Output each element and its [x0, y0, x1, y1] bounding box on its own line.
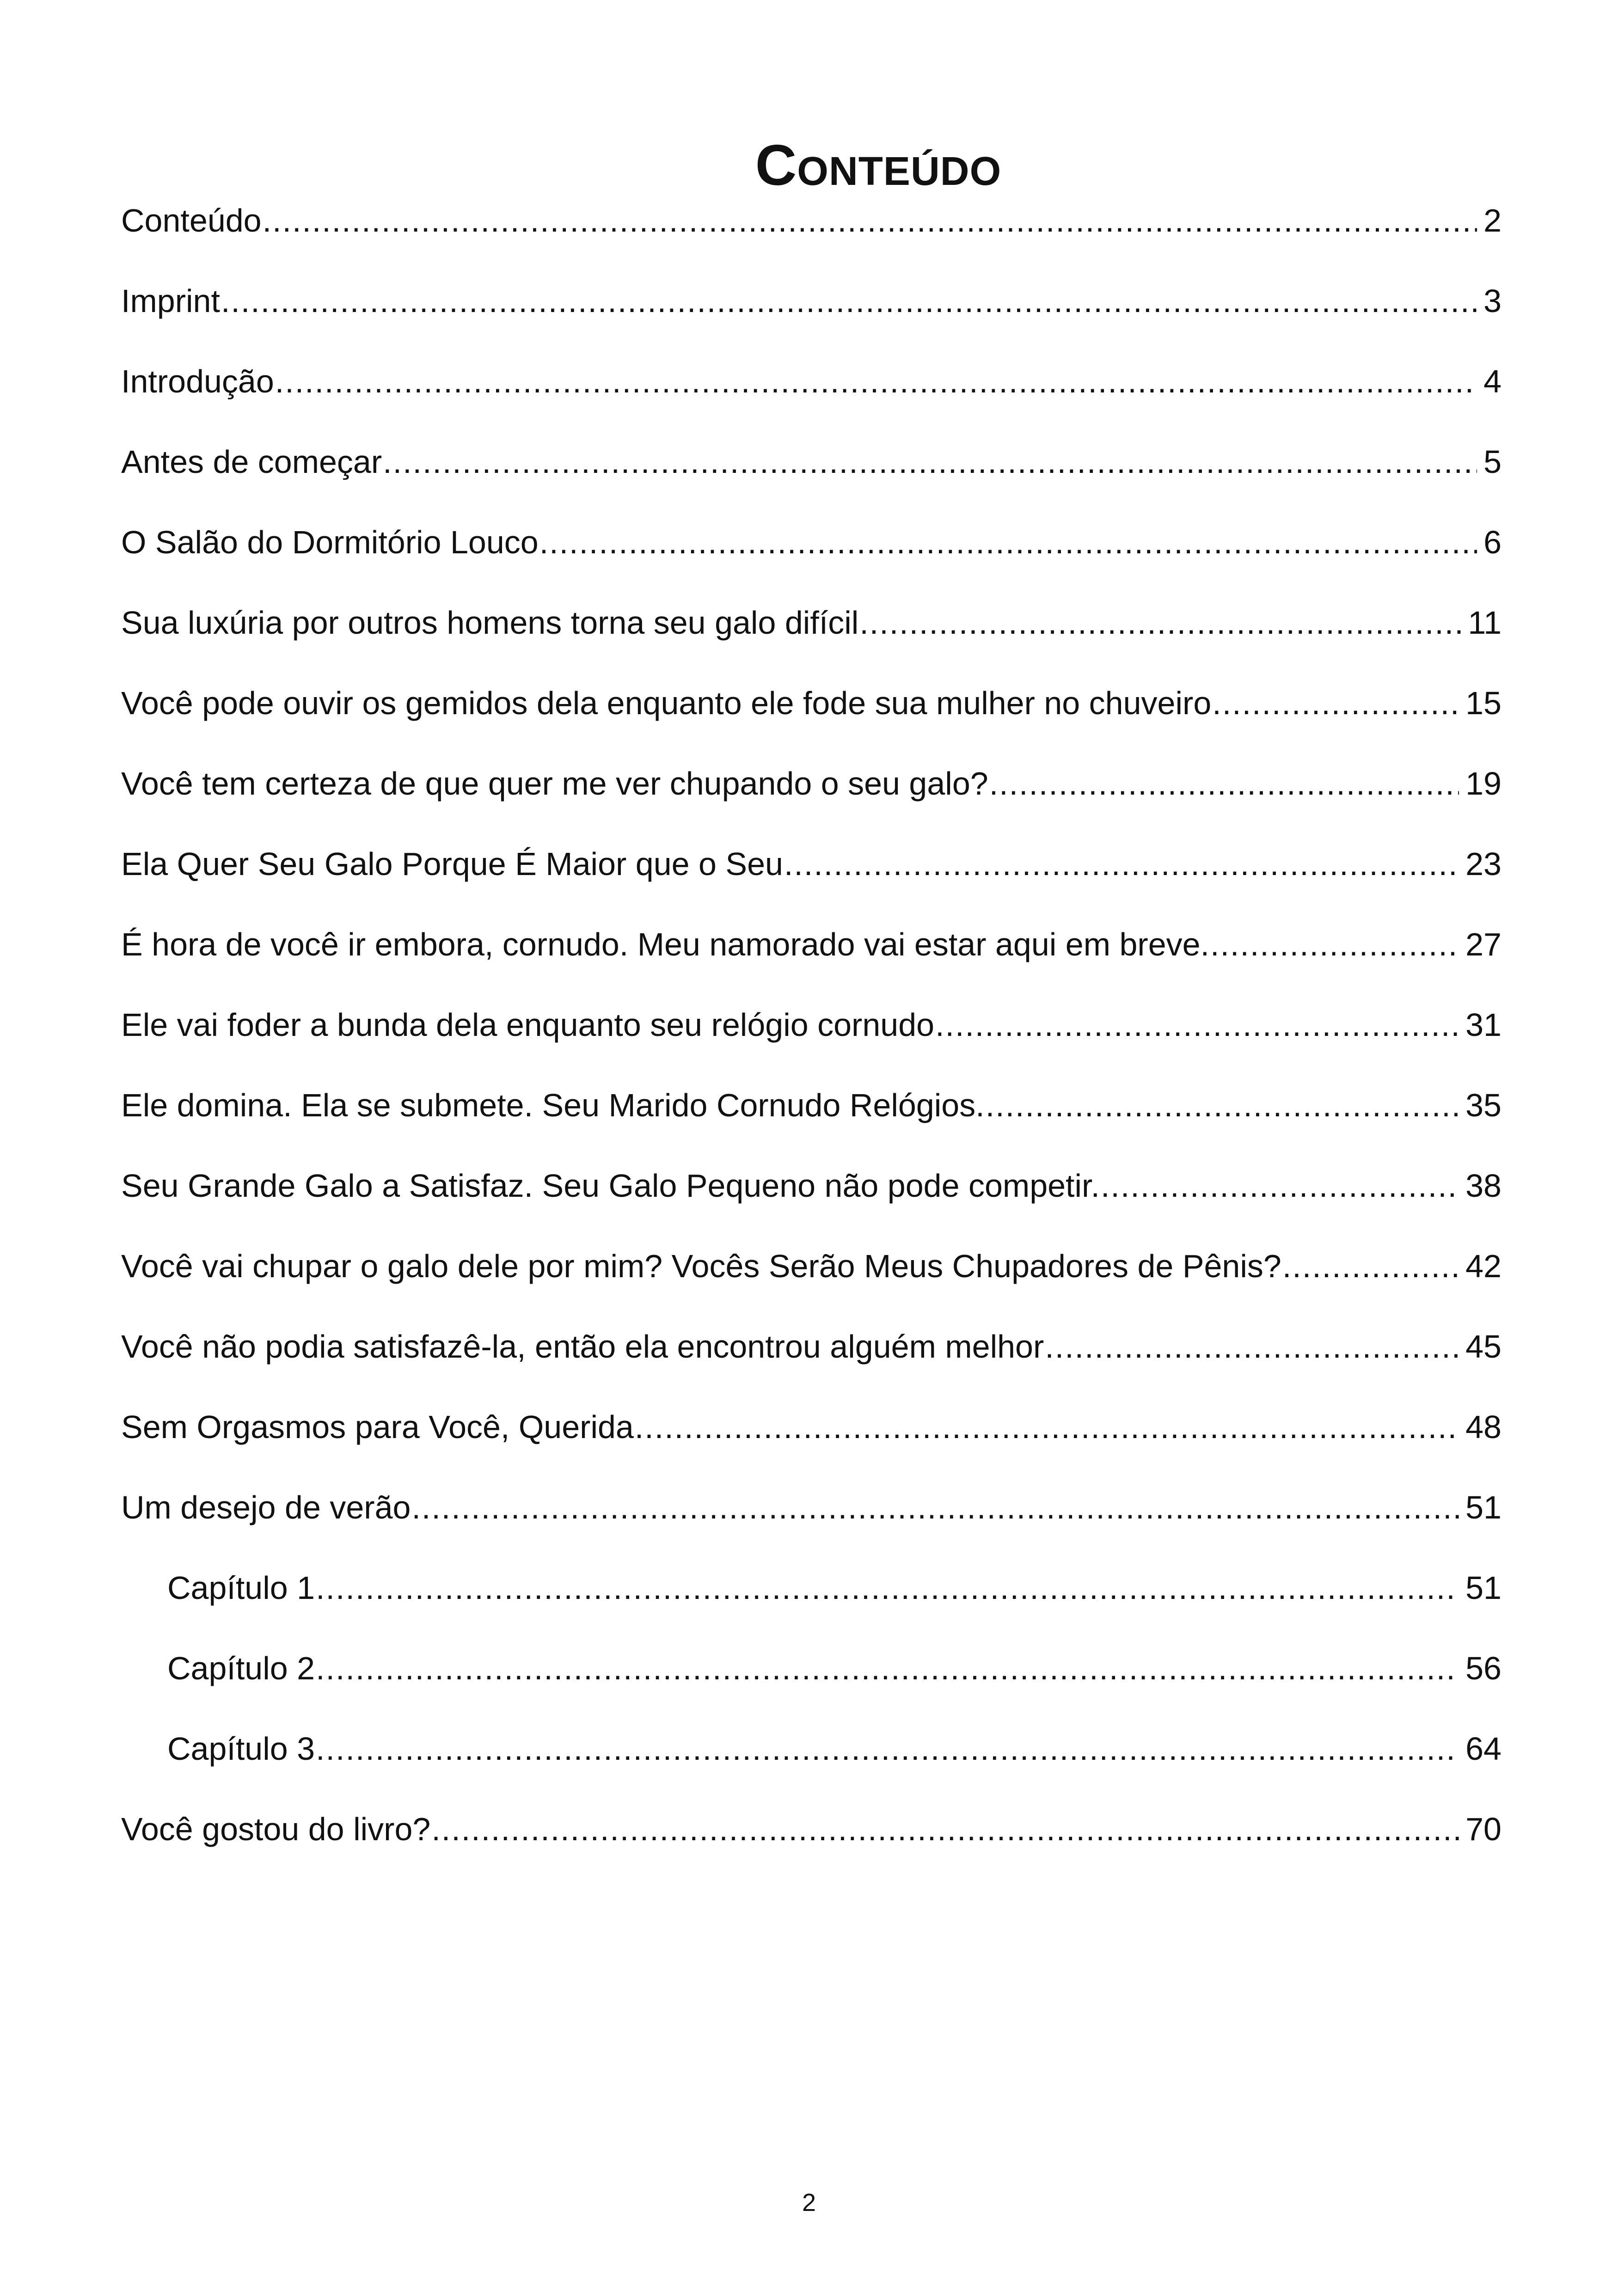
- toc-subentry[interactable]: [121, 1628, 1502, 1708]
- toc-subentry[interactable]: [121, 1708, 1502, 1789]
- toc-entry[interactable]: [121, 1226, 1502, 1306]
- toc-entry-page-number: 27: [1465, 926, 1502, 962]
- toc-entry[interactable]: [121, 1145, 1502, 1226]
- toc-entry-page-number: 2: [1483, 202, 1502, 239]
- toc-entry-title: Você pode ouvir os gemidos dela enquanto ele fode sua mulher no chuveiro: [121, 685, 1212, 721]
- dot-leader: [1101, 1145, 1459, 1226]
- toc-entry-page-number: 70: [1465, 1811, 1502, 1847]
- toc-entry-title: Ela Quer Seu Galo Porque É Maior que o Seu: [121, 846, 783, 882]
- dot-leader: [316, 1628, 1459, 1708]
- toc-entry[interactable]: [121, 824, 1502, 904]
- toc-entry-page-number: 31: [1465, 1007, 1502, 1043]
- toc-entry-title: Um desejo de verão: [121, 1489, 411, 1525]
- dot-leader: [935, 985, 1459, 1065]
- toc-entry[interactable]: [121, 663, 1502, 743]
- toc-entry-title: Você vai chupar o galo dele por mim? Vocês Serão Meus Chupadores de Pênis?: [121, 1248, 1281, 1284]
- toc-entry[interactable]: [121, 261, 1502, 341]
- toc-entry-title: O Salão do Dormitório Louco: [121, 524, 539, 560]
- toc-subentry[interactable]: [121, 1548, 1502, 1628]
- toc-entry-page-number: 48: [1465, 1409, 1502, 1445]
- toc-entry[interactable]: [121, 502, 1502, 582]
- toc-entry-title: Ele domina. Ela se submete. Seu Marido Cornudo Relógios.: [121, 1087, 985, 1123]
- dot-leader: [263, 180, 1477, 261]
- toc-entry[interactable]: [121, 743, 1502, 824]
- dot-leader: [986, 1065, 1459, 1145]
- dot-leader: [316, 1708, 1459, 1789]
- toc-entry-page-number: 6: [1483, 524, 1502, 560]
- dot-leader: [275, 341, 1477, 422]
- toc-entry[interactable]: [121, 180, 1502, 261]
- toc-entry-title: Capítulo 2: [167, 1650, 315, 1686]
- dot-leader: [539, 502, 1477, 582]
- dot-leader: [1210, 904, 1459, 985]
- page-number: 2: [802, 2189, 816, 2216]
- toc-entry-title: Você gostou do livro?: [121, 1811, 431, 1847]
- dot-leader: [1282, 1226, 1459, 1306]
- toc-entry-page-number: 35: [1465, 1087, 1502, 1123]
- toc-entry-page-number: 64: [1465, 1731, 1502, 1767]
- toc-entry-page-number: 11: [1468, 605, 1502, 641]
- toc-entry[interactable]: [121, 1467, 1502, 1548]
- toc-entry-title: Imprint: [121, 283, 220, 319]
- toc-entry-page-number: 15: [1465, 685, 1502, 721]
- toc-entry-page-number: 4: [1483, 363, 1502, 399]
- toc-entry[interactable]: [121, 1789, 1502, 1869]
- toc-entry-page-number: 19: [1465, 765, 1502, 802]
- toc-entry-title: Introdução: [121, 363, 274, 399]
- dot-leader: [784, 824, 1459, 904]
- toc-entry-page-number: 3: [1483, 283, 1502, 319]
- toc-entry-page-number: 5: [1483, 444, 1502, 480]
- table-of-contents: [121, 180, 1502, 1869]
- toc-entry-page-number: 51: [1465, 1570, 1502, 1606]
- dot-leader: [316, 1548, 1459, 1628]
- dot-leader: [635, 1387, 1459, 1467]
- toc-entry-title: É hora de você ir embora, cornudo. Meu namorado vai estar aqui em breve.: [121, 926, 1210, 962]
- toc-entry[interactable]: [121, 582, 1502, 663]
- toc-entry-page-number: 23: [1465, 846, 1502, 882]
- toc-entry[interactable]: [121, 422, 1502, 502]
- toc-entry-title: Ele vai foder a bunda dela enquanto seu relógio cornudo: [121, 1007, 935, 1043]
- toc-entry[interactable]: [121, 1065, 1502, 1145]
- toc-entry[interactable]: [121, 341, 1502, 422]
- toc-entry[interactable]: [121, 1387, 1502, 1467]
- dot-leader: [1045, 1306, 1459, 1387]
- toc-entry-title: Você não podia satisfazê-la, então ela encontrou alguém melhor: [121, 1329, 1044, 1365]
- dot-leader: [859, 582, 1461, 663]
- toc-entry-title: Seu Grande Galo a Satisfaz. Seu Galo Pequeno não pode competir.: [121, 1168, 1100, 1204]
- toc-entry[interactable]: [121, 904, 1502, 985]
- dot-leader: [411, 1467, 1459, 1548]
- toc-entry-title: Capítulo 1: [167, 1570, 315, 1606]
- toc-entry-page-number: 51: [1465, 1489, 1502, 1525]
- page-title: Conteúdo: [755, 134, 1002, 198]
- dot-leader: [383, 422, 1477, 502]
- toc-entry[interactable]: [121, 985, 1502, 1065]
- toc-entry-title: Antes de começar: [121, 444, 382, 480]
- toc-entry-title: Sem Orgasmos para Você, Querida: [121, 1409, 634, 1445]
- toc-entry-page-number: 38: [1465, 1168, 1502, 1204]
- dot-leader: [431, 1789, 1459, 1869]
- toc-entry-title: Capítulo 3: [167, 1731, 315, 1767]
- toc-entry-title: Você tem certeza de que quer me ver chupando o seu galo?: [121, 765, 988, 802]
- toc-entry-title: Sua luxúria por outros homens torna seu galo difícil: [121, 605, 859, 641]
- toc-entry[interactable]: [121, 1306, 1502, 1387]
- toc-entry-page-number: 42: [1465, 1248, 1502, 1284]
- dot-leader: [1212, 663, 1459, 743]
- dot-leader: [221, 261, 1477, 341]
- toc-entry-page-number: 56: [1465, 1650, 1502, 1686]
- toc-entry-page-number: 45: [1465, 1329, 1502, 1365]
- dot-leader: [989, 743, 1459, 824]
- toc-entry-title: Conteúdo: [121, 202, 262, 239]
